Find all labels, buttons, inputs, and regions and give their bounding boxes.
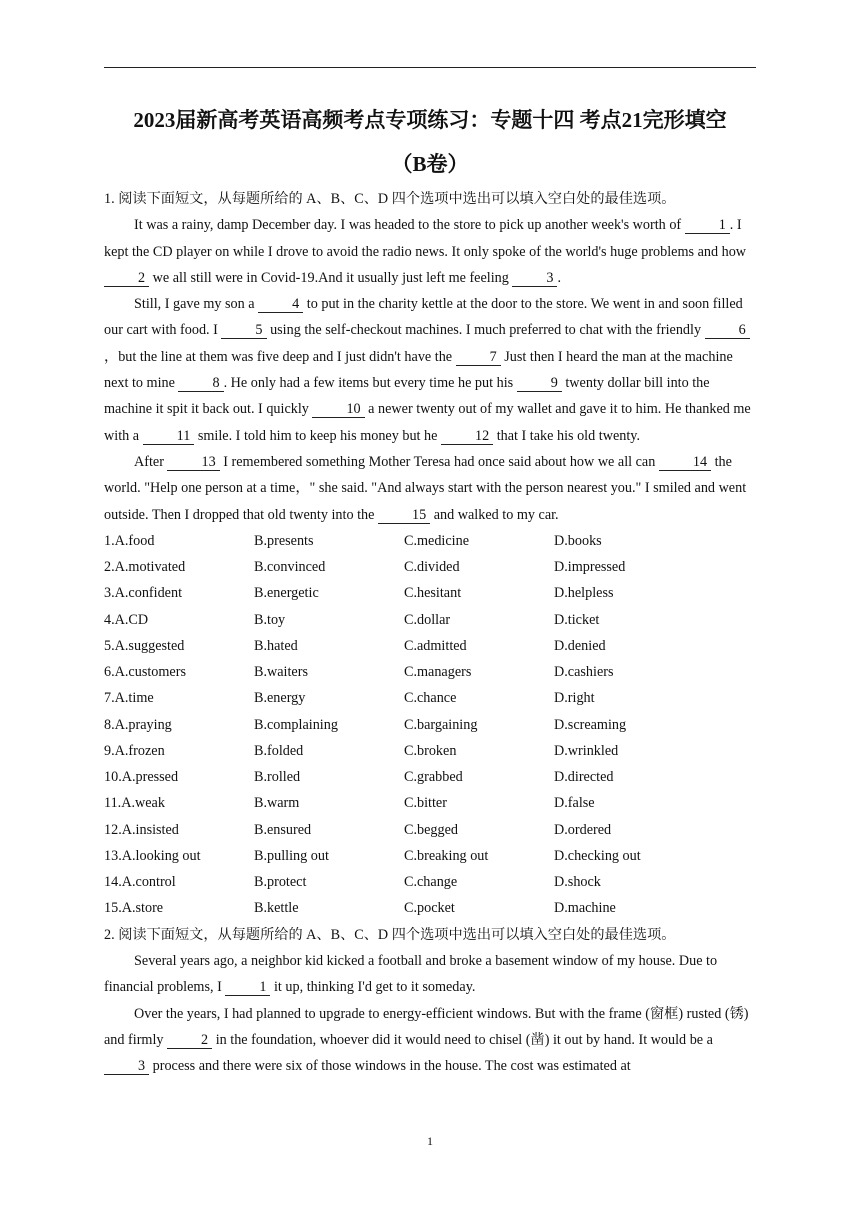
option-b: B.ensured [254,821,312,838]
option-c: C.breaking out [404,847,489,864]
option-b: B.hated [254,637,298,654]
option-b: B.energetic [254,585,319,602]
option-d: D.directed [554,769,614,786]
option-a: 11.A.weak [104,795,165,812]
option-b: B.convinced [254,559,326,576]
q1-options [104,528,760,922]
option-a: 8.A.praying [104,716,172,733]
option-c: C.grabbed [404,769,463,786]
passage-text: to put in the charity kettle at the door to the store. We went in and soon filled our cart with food. I [104,296,743,339]
option-d: D.helpless [554,585,614,602]
option-c: C.admitted [404,637,467,654]
passage-text: it up, thinking I'd get to it someday. [270,979,476,996]
blank-15: 15 [378,508,430,524]
option-b: B.toy [254,611,286,628]
option-row [104,554,760,580]
passage-text: and walked to my car. [430,506,559,523]
option-d: D.checking out [554,847,641,864]
blank-2: 2 [167,1033,212,1049]
document-body [104,186,760,1079]
passage-text: smile. I told him to keep his money but he [194,427,441,444]
option-a: 14.A.control [104,874,176,891]
passage-text: using the self-checkout machines. I much preferred to chat with the friendly [266,322,705,339]
passage-text: we all still were in Covid-19.And it usually just left me feeling [149,269,513,286]
option-b: B.energy [254,690,306,707]
blank-14: 14 [659,455,711,471]
header-rule [104,67,756,68]
option-c: C.managers [404,664,472,681]
option-d: D.cashiers [554,664,614,681]
passage-text: It was a rainy, damp December day. I was headed to the store to pick up another week's worth of [134,217,685,234]
passage-text: . [557,269,562,286]
option-a: 1.A.food [104,532,155,549]
blank-11: 11 [143,429,195,445]
passage-text: I remembered something Mother Teresa had once said about how we all can [219,453,659,470]
option-b: B.protect [254,874,307,891]
option-row [104,738,760,764]
option-d: D.wrinkled [554,742,619,759]
q2-paragraph-1 [104,948,760,1001]
option-d: D.screaming [554,716,627,733]
option-row [104,764,760,790]
option-b: B.kettle [254,900,299,917]
option-row [104,869,760,895]
passage-text: Several years ago, a neighbor kid kicked a football and broke a basement window of my house. Due to financial problems, I [104,952,718,996]
option-c: C.bargaining [404,716,478,733]
passage-text: Just then I heard the man at the machine next to mine [104,348,733,392]
passage-text: the world. "Help one person at a time，" she said. "And always start with the person nearest you." I smiled and went outside. Then I dropped that old twenty into the [104,453,747,523]
option-d: D.denied [554,637,606,654]
blank-10: 10 [312,402,364,418]
blank-8: 8 [178,376,223,392]
option-d: D.right [554,690,595,707]
option-d: D.false [554,795,595,812]
option-b: B.waiters [254,664,308,681]
option-a: 15.A.store [104,900,164,917]
q1-paragraph-2 [104,291,760,449]
page-number: 1 [427,1134,433,1148]
option-c: C.hesitant [404,585,462,602]
option-a: 13.A.looking out [104,847,201,864]
option-d: D.ticket [554,611,600,628]
option-row [104,843,760,869]
option-row [104,528,760,554]
blank-13: 13 [167,455,219,471]
option-b: B.complaining [254,716,338,733]
option-row [104,607,760,633]
option-c: C.bitter [404,795,447,812]
option-c: C.pocket [404,900,455,917]
option-c: C.begged [404,821,458,838]
option-row [104,580,760,606]
option-row [104,895,760,921]
option-row [104,817,760,843]
option-a: 2.A.motivated [104,559,186,576]
option-c: C.broken [404,742,457,759]
option-c: C.dollar [404,611,451,628]
passage-text: Over the years, I had planned to upgrade to energy-efficient windows. But with the frame (窗框) rusted (锈) and firmly [104,1005,749,1048]
option-c: C.chance [404,690,457,707]
option-a: 4.A.CD [104,611,149,628]
option-d: D.impressed [554,559,626,576]
passage-text: in the foundation, whoever did it would need to chisel (凿) it out by hand. It would be a [212,1031,713,1048]
option-row [104,633,760,659]
option-b: B.folded [254,742,304,759]
blank-3: 3 [512,271,557,287]
option-a: 10.A.pressed [104,769,179,786]
passage-text: . I kept the CD player on while I drove to avoid the radio news. It only spoke of the world's huge problems and how [104,217,747,260]
blank-12: 12 [441,429,493,445]
blank-1: 1 [685,218,730,234]
passage-text: a newer twenty out of my wallet and gave it to him. He thanked me with a [104,401,751,444]
blank-2: 2 [104,271,149,287]
blank-6: 6 [705,323,750,339]
option-a: 6.A.customers [104,664,186,681]
option-b: B.warm [254,795,300,812]
option-c: C.medicine [404,532,470,549]
option-row [104,685,760,711]
option-a: 3.A.confident [104,585,183,602]
option-a: 9.A.frozen [104,742,165,759]
passage-text: . He only had a few items but every time he put his [223,375,517,392]
q1-paragraph-3 [104,449,760,528]
option-c: C.divided [404,559,460,576]
option-row [104,790,760,816]
blank-5: 5 [221,323,266,339]
blank-3: 3 [104,1059,149,1075]
option-d: D.machine [554,900,616,917]
passage-text: ，but the line at them was five deep and I just didn't have the [104,348,456,365]
blank-9: 9 [517,376,562,392]
option-b: B.presents [254,532,314,549]
passage-text: twenty dollar bill into the machine it spit it back out. I quickly [104,375,710,418]
option-a: 5.A.suggested [104,637,185,654]
option-d: D.books [554,532,602,549]
option-d: D.ordered [554,821,612,838]
option-b: B.pulling out [254,847,329,864]
option-a: 7.A.time [104,690,154,707]
document-subtitle: （B卷） [391,152,469,176]
option-row [104,659,760,685]
blank-1: 1 [225,980,270,996]
option-c: C.change [404,874,458,891]
q1-paragraph-1 [104,212,760,291]
option-row [104,712,760,738]
passage-text: After [134,453,168,470]
q2-instruction: 2. 阅读下面短文，从每题所给的 A、B、C、D 四个选项中选出可以填入空白处的最佳选项。 [104,926,676,943]
passage-text: that I take his old twenty. [493,427,641,444]
option-b: B.rolled [254,769,301,786]
q1-instruction: 1. 阅读下面短文，从每题所给的 A、B、C、D 四个选项中选出可以填入空白处的最佳选项。 [104,191,676,207]
option-d: D.shock [554,874,601,891]
passage-text: process and there were six of those windows in the house. The cost was estimated at [149,1058,631,1075]
blank-7: 7 [456,350,501,366]
option-a: 12.A.insisted [104,821,179,838]
passage-text: Still, I gave my son a [134,296,259,313]
blank-4: 4 [258,297,303,313]
document-title: 2023届新高考英语高频考点专项练习：专题十四 考点21完形填空 [133,108,727,132]
q2-paragraph-2 [104,1001,760,1080]
